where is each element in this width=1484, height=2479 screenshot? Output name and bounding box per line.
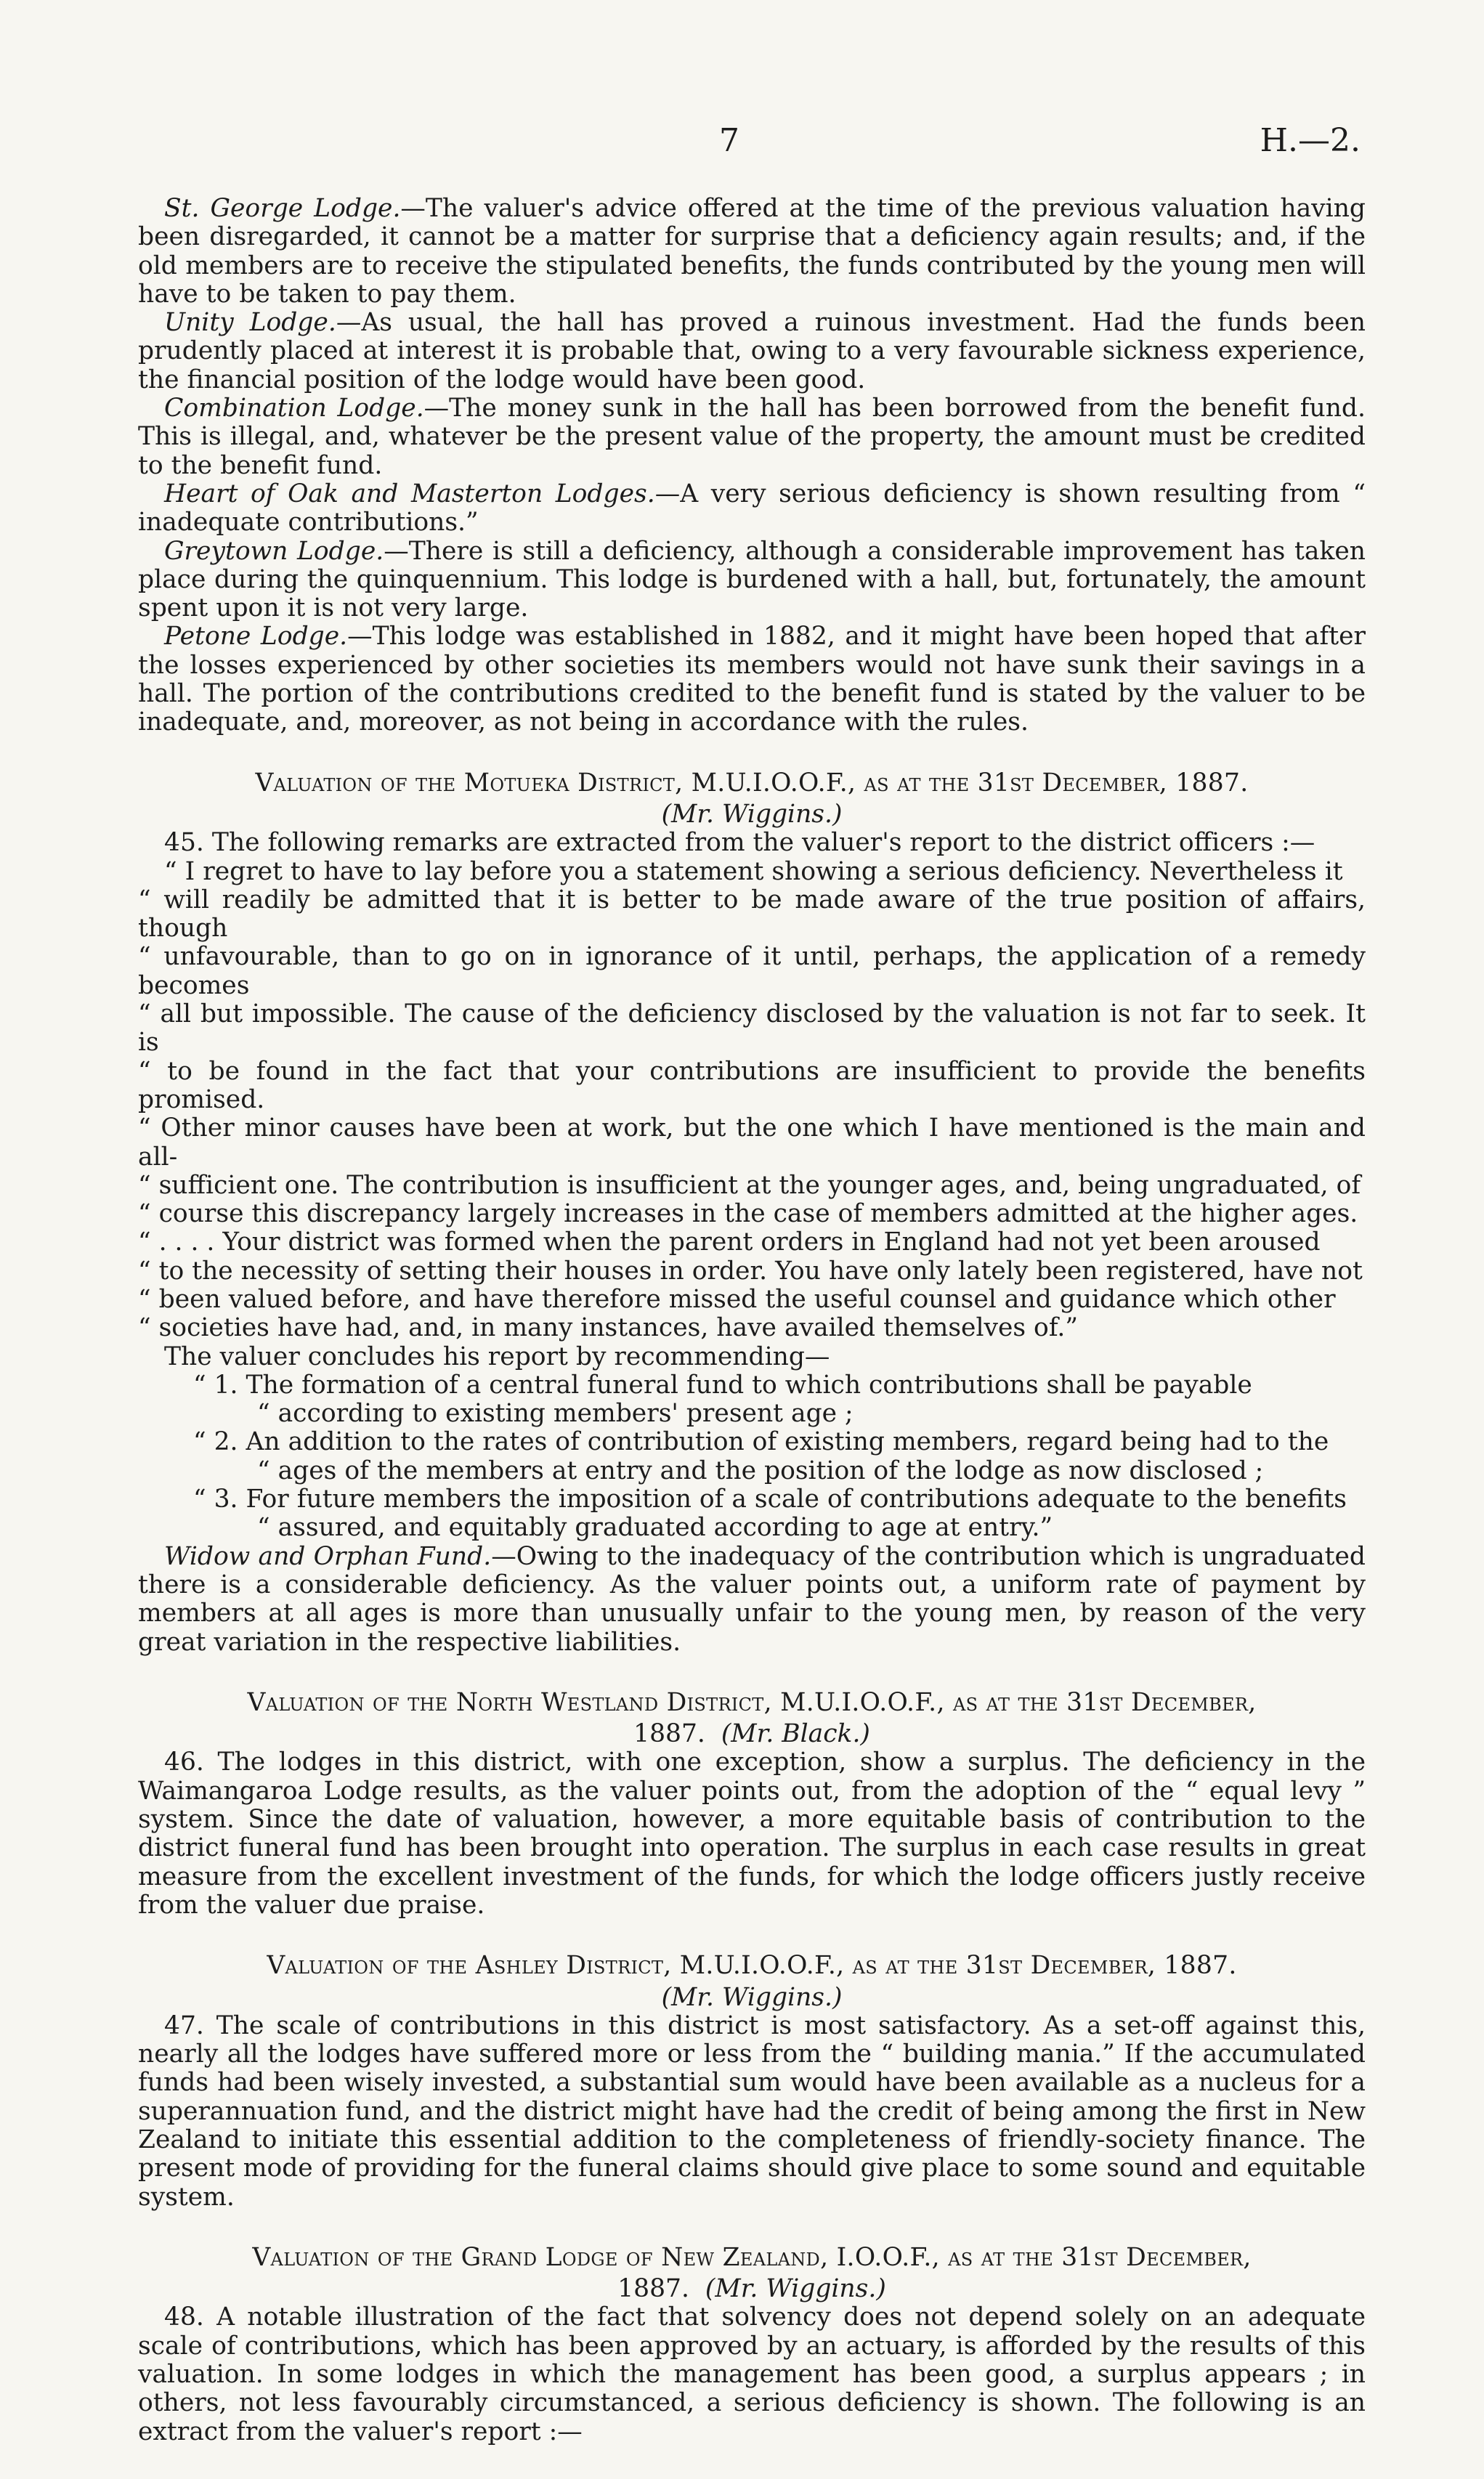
heading-line-2 [138, 1720, 1366, 1748]
widow-orphan-paragraph [138, 1543, 1366, 1657]
recommendation-2-cont: “ ages of the members at entry and the position of the lodge as now disclosed ; [257, 1456, 1264, 1485]
lodge-paragraph [138, 622, 1366, 737]
recommendations-list [193, 1371, 1366, 1543]
lodge-paragraph [138, 309, 1366, 394]
quote-line: “ Other minor causes have been at work, but the one which I have mentioned is the main and all- [138, 1113, 1366, 1172]
heading-text: Valuation of the Grand Lodge of New Zealand, I.O.O.F., as at the 31st December, [252, 2242, 1252, 2272]
lodge-text: —The money sunk in the hall has been borrowed from the benefit fund. This is illegal, and, whatever be the present value of the property, the amount must be credited to the benefit fund. [138, 394, 1366, 480]
page-number: 7 [719, 122, 739, 159]
section-heading-grand-lodge [138, 2244, 1366, 2272]
lodge-paragraph [138, 195, 1366, 309]
valuer-name: (Mr. Wiggins.) [661, 1982, 843, 2012]
valuer-name: (Mr. Black.) [721, 1719, 870, 1749]
quote-line: “ societies have had, and, in many instances, have availed themselves of.” [138, 1313, 1078, 1343]
recommendation-1: “ 1. The formation of a central funeral fund to which contributions shall be payable [193, 1370, 1252, 1400]
lodge-name: Combination Lodge. [164, 394, 424, 423]
lodge-text: —A very serious deficiency is shown resulting from “ inadequate contributions.” [138, 479, 1366, 537]
heading-text: Valuation of the North Westland District, M.U.I.O.O.F., as at the 31st December, [247, 1687, 1257, 1717]
concludes-line: The valuer concludes his report by recommending— [164, 1342, 830, 1371]
quote-line: “ will readily be admitted that it is better to be made aware of the true position of affairs, though [138, 885, 1366, 944]
section-heading-ashley: Valuation of the Ashley District, M.U.I.O.O.F., as at the 31st December, 1887. [267, 1951, 1237, 1981]
lodge-name: Petone Lodge. [164, 622, 348, 652]
heading-line-2 [138, 2275, 1366, 2303]
quote-line: “ course this discrepancy largely increases in the case of members admitted at the higher ages. [138, 1199, 1358, 1229]
fund-name: Widow and Orphan Fund. [164, 1541, 492, 1571]
heading-year: 1887. [633, 1719, 705, 1749]
quote-line: “ unfavourable, than to go on in ignorance of it until, perhaps, the application of a remedy becomes [138, 942, 1366, 1000]
recommendation-2: “ 2. An addition to the rates of contribution of existing members, regard being had to the [193, 1427, 1329, 1457]
paragraph-47: 47. The scale of contributions in this district is most satisfactory. As a set-off against this, nearly all the lodges have suffered more or less from the “ building mania.” If the accumulated funds had been wisely invested, a substantial sum would have been available as a nucleus for a superannuation fund, and the district might have had the credit of being among the first in New Zealand to initiate this essential addition to the completeness of friendly-society finance. The present mode of providing for the funeral claims should give place to some sound and equitable system. [138, 2011, 1366, 2212]
recommendation-3-cont: “ assured, and equitably graduated according to age at entry.” [257, 1513, 1053, 1543]
quote-line: “ . . . . Your district was formed when the parent orders in England had not yet been aroused [138, 1228, 1321, 1257]
quote-line: “ I regret to have to lay before you a statement showing a serious deficiency. Nevertheless it [164, 856, 1343, 886]
paragraph-46: 46. The lodges in this district, with one exception, show a surplus. The deficiency in the Waimangaroa Lodge results, as the valuer points out, from the adoption of the “ equal levy ” system. Since the date of valuation, however, a more equitable basis of contribution to the district funeral fund has been brought into operation. The surplus in each case results in great measure from the excellent investment of the funds, for which the lodge officers justly receive from the valuer due praise. [138, 1748, 1366, 1920]
lodge-paragraph [138, 394, 1366, 480]
lodge-text: —As usual, the hall has proved a ruinous investment. Had the funds been prudently placed at interest it is probable that, owing to a very favourable sickness experience, the financial position of the lodge would have been good. [138, 308, 1366, 394]
valuer-name: (Mr. Wiggins.) [705, 2274, 886, 2304]
valuer-name: (Mr. Wiggins.) [661, 799, 843, 829]
lodge-name: Unity Lodge. [164, 308, 336, 338]
quote-line: “ all but impossible. The cause of the deficiency disclosed by the valuation is not far to seek. It is [138, 999, 1366, 1058]
lodge-paragraph [138, 480, 1366, 537]
heading-year: 1887. [617, 2274, 689, 2304]
quote-line: “ been valued before, and have therefore missed the useful counsel and guidance which other [138, 1284, 1336, 1314]
lodge-name: Heart of Oak and Masterton Lodges. [164, 479, 655, 508]
lodge-name: Greytown Lodge. [164, 536, 384, 566]
lodge-name: St. George Lodge. [164, 194, 401, 223]
valuer-quote [138, 858, 1366, 1343]
quote-line: “ to be found in the fact that your contributions are insufficient to provide the benefits promised. [138, 1056, 1366, 1114]
recommendation-1-cont: “ according to existing members' present age ; [257, 1399, 853, 1429]
page-header [0, 122, 1484, 166]
document-reference: H.—2. [1260, 122, 1361, 159]
lodge-text: —This lodge was established in 1882, and it might have been hoped that after the losses experienced by other societies its members would not have sunk their savings in a hall. The portion of the contributions credited to the benefit fund is stated by the valuer to be inadequate, and, moreover, as not being in accordance with the rules. [138, 622, 1366, 737]
lodge-paragraph [138, 537, 1366, 623]
fund-text: —Owing to the inadequacy of the contribution which is ungraduated there is a considerable deficiency. As the valuer points out, a uniform rate of payment by members at all ages is more than unusually unfair to the young men, by reason of the very great variation in the respective liabilities. [138, 1541, 1366, 1657]
quote-line: “ to the necessity of setting their houses in order. You have only lately been registered, have not [138, 1256, 1363, 1286]
section-heading-motueka: Valuation of the Motueka District, M.U.I.O.O.F., as at the 31st December, 1887. [255, 768, 1249, 798]
section-heading-westland [138, 1689, 1366, 1717]
quote-line: “ sufficient one. The contribution is insufficient at the younger ages, and, being ungraduated, of [138, 1170, 1361, 1200]
page-body [138, 195, 1366, 2446]
paragraph-48: 48. A notable illustration of the fact that solvency does not depend solely on an adequate scale of contributions, which has been approved by an actuary, is afforded by the results of this valuation. In some lodges in which the management has been good, a surplus appears ; in others, not less favourably circumstanced, a serious deficiency is shown. The following is an extract from the valuer's report :— [138, 2302, 1366, 2446]
lodge-text: —The valuer's advice offered at the time of the previous valuation having been disregarded, it cannot be a matter for surprise that a deficiency again results; and, if the old members are to receive the stipulated benefits, the funds contributed by the young men will have to be taken to pay them. [138, 194, 1366, 309]
paragraph-45: 45. The following remarks are extracted from the valuer's report to the district officers :— [164, 828, 1315, 858]
recommendation-3: “ 3. For future members the imposition of a scale of contributions adequate to the benefits [193, 1485, 1347, 1514]
lodge-text: —There is still a deficiency, although a considerable improvement has taken place during the quinquennium. This lodge is burdened with a hall, but, fortunately, the amount spent upon it is not very large. [138, 536, 1366, 623]
